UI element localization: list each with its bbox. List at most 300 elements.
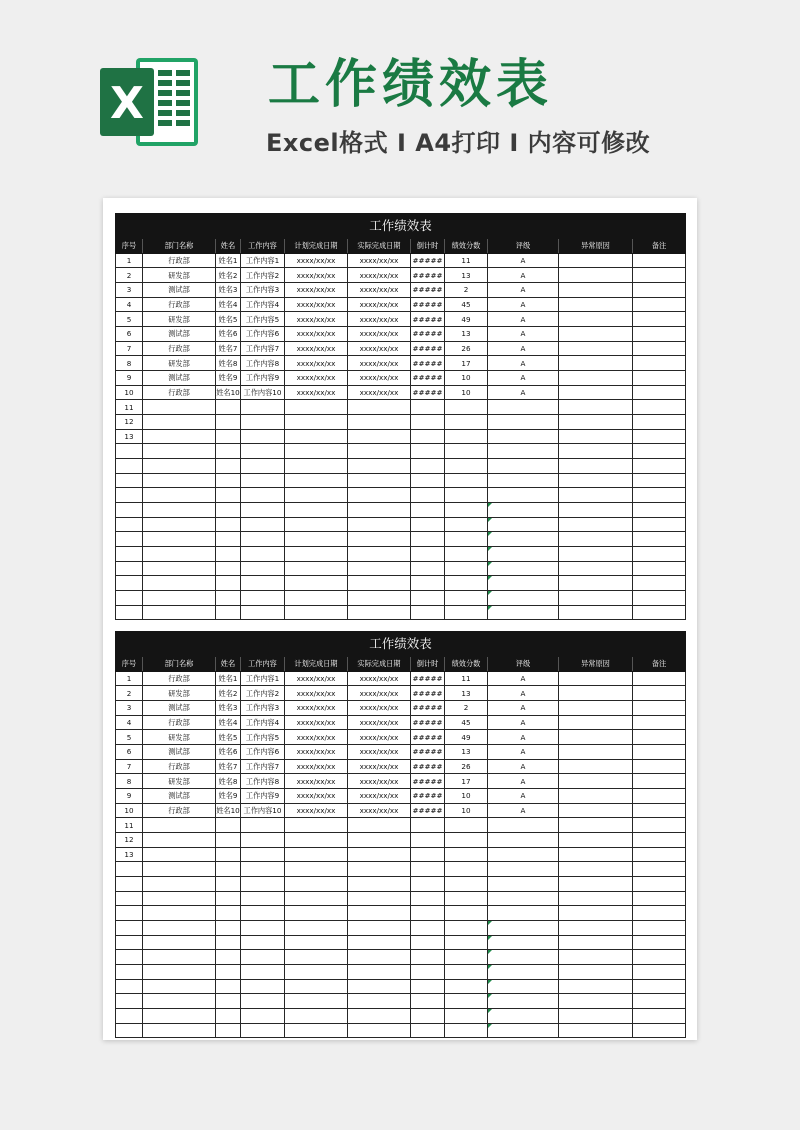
table-cell[interactable]: 13 bbox=[445, 327, 488, 342]
table-cell[interactable]: 工作内容2 bbox=[241, 268, 285, 283]
table-cell[interactable] bbox=[143, 605, 216, 620]
table-cell[interactable] bbox=[241, 1009, 285, 1024]
table-cell[interactable] bbox=[285, 877, 348, 892]
table-cell[interactable] bbox=[116, 1023, 143, 1038]
table-cell[interactable]: xxxx/xx/xx bbox=[348, 268, 411, 283]
table-cell[interactable] bbox=[241, 1023, 285, 1038]
table-cell[interactable]: 姓名9 bbox=[216, 371, 241, 386]
table-cell[interactable] bbox=[633, 877, 686, 892]
table-cell[interactable]: xxxx/xx/xx bbox=[348, 715, 411, 730]
table-cell[interactable] bbox=[348, 517, 411, 532]
table-cell[interactable] bbox=[488, 503, 559, 518]
table-cell[interactable] bbox=[348, 1023, 411, 1038]
table-cell[interactable] bbox=[411, 576, 445, 591]
table-cell[interactable] bbox=[348, 429, 411, 444]
table-cell[interactable] bbox=[488, 547, 559, 562]
table-cell[interactable] bbox=[559, 517, 633, 532]
table-cell[interactable]: 行政部 bbox=[143, 759, 216, 774]
table-cell[interactable] bbox=[116, 576, 143, 591]
table-cell[interactable] bbox=[488, 488, 559, 503]
table-cell[interactable] bbox=[143, 1009, 216, 1024]
table-cell[interactable] bbox=[348, 547, 411, 562]
table-cell[interactable] bbox=[143, 833, 216, 848]
table-cell[interactable] bbox=[241, 979, 285, 994]
table-cell[interactable] bbox=[241, 429, 285, 444]
table-cell[interactable] bbox=[633, 774, 686, 789]
table-cell[interactable] bbox=[559, 415, 633, 430]
table-cell[interactable] bbox=[285, 847, 348, 862]
table-cell[interactable] bbox=[488, 473, 559, 488]
table-cell[interactable] bbox=[348, 473, 411, 488]
table-cell[interactable] bbox=[445, 906, 488, 921]
table-cell[interactable] bbox=[116, 503, 143, 518]
table-cell[interactable] bbox=[559, 591, 633, 606]
table-cell[interactable] bbox=[411, 979, 445, 994]
table-cell[interactable] bbox=[216, 877, 241, 892]
table-cell[interactable] bbox=[559, 297, 633, 312]
table-cell[interactable] bbox=[411, 847, 445, 862]
table-cell[interactable]: ##### bbox=[411, 701, 445, 716]
table-cell[interactable]: 行政部 bbox=[143, 715, 216, 730]
table-cell[interactable]: 26 bbox=[445, 341, 488, 356]
table-cell[interactable]: 6 bbox=[116, 745, 143, 760]
table-cell[interactable] bbox=[445, 935, 488, 950]
table-cell[interactable] bbox=[348, 561, 411, 576]
table-cell[interactable]: ##### bbox=[411, 745, 445, 760]
table-cell[interactable]: 1 bbox=[116, 671, 143, 686]
table-cell[interactable] bbox=[559, 906, 633, 921]
table-cell[interactable] bbox=[633, 935, 686, 950]
table-cell[interactable] bbox=[143, 847, 216, 862]
table-cell[interactable] bbox=[348, 906, 411, 921]
table-cell[interactable] bbox=[285, 1009, 348, 1024]
table-cell[interactable]: ##### bbox=[411, 253, 445, 268]
table-cell[interactable] bbox=[411, 891, 445, 906]
table-cell[interactable]: 49 bbox=[445, 730, 488, 745]
table-cell[interactable]: 姓名5 bbox=[216, 312, 241, 327]
table-cell[interactable]: xxxx/xx/xx bbox=[348, 803, 411, 818]
table-cell[interactable] bbox=[411, 532, 445, 547]
table-cell[interactable] bbox=[143, 994, 216, 1009]
table-cell[interactable]: ##### bbox=[411, 356, 445, 371]
table-cell[interactable] bbox=[216, 935, 241, 950]
table-cell[interactable]: 11 bbox=[445, 671, 488, 686]
table-cell[interactable] bbox=[143, 488, 216, 503]
table-cell[interactable] bbox=[216, 415, 241, 430]
table-cell[interactable]: 工作内容3 bbox=[241, 283, 285, 298]
table-cell[interactable] bbox=[445, 532, 488, 547]
table-cell[interactable]: xxxx/xx/xx bbox=[348, 745, 411, 760]
table-cell[interactable] bbox=[445, 400, 488, 415]
table-cell[interactable]: xxxx/xx/xx bbox=[348, 283, 411, 298]
table-cell[interactable]: 姓名6 bbox=[216, 327, 241, 342]
table-cell[interactable] bbox=[411, 833, 445, 848]
table-cell[interactable]: xxxx/xx/xx bbox=[348, 774, 411, 789]
table-cell[interactable] bbox=[143, 862, 216, 877]
table-cell[interactable]: 姓名3 bbox=[216, 701, 241, 716]
table-cell[interactable]: xxxx/xx/xx bbox=[285, 774, 348, 789]
table-cell[interactable]: xxxx/xx/xx bbox=[285, 327, 348, 342]
table-cell[interactable] bbox=[285, 605, 348, 620]
table-cell[interactable]: 2 bbox=[445, 701, 488, 716]
table-cell[interactable]: xxxx/xx/xx bbox=[285, 803, 348, 818]
table-cell[interactable] bbox=[348, 591, 411, 606]
table-cell[interactable] bbox=[116, 862, 143, 877]
table-cell[interactable] bbox=[633, 745, 686, 760]
table-cell[interactable] bbox=[411, 473, 445, 488]
table-cell[interactable]: 45 bbox=[445, 715, 488, 730]
table-cell[interactable]: xxxx/xx/xx bbox=[285, 686, 348, 701]
table-cell[interactable]: 工作内容3 bbox=[241, 701, 285, 716]
table-cell[interactable] bbox=[348, 921, 411, 936]
table-cell[interactable] bbox=[241, 400, 285, 415]
table-cell[interactable]: 姓名4 bbox=[216, 297, 241, 312]
table-cell[interactable] bbox=[216, 605, 241, 620]
table-cell[interactable]: A bbox=[488, 774, 559, 789]
table-cell[interactable] bbox=[559, 503, 633, 518]
table-cell[interactable]: A bbox=[488, 385, 559, 400]
table-cell[interactable] bbox=[411, 906, 445, 921]
table-cell[interactable] bbox=[559, 473, 633, 488]
table-cell[interactable] bbox=[285, 473, 348, 488]
table-cell[interactable]: 工作内容7 bbox=[241, 341, 285, 356]
table-cell[interactable] bbox=[559, 547, 633, 562]
table-cell[interactable] bbox=[216, 891, 241, 906]
table-cell[interactable] bbox=[559, 715, 633, 730]
table-cell[interactable] bbox=[445, 473, 488, 488]
table-cell[interactable] bbox=[445, 818, 488, 833]
table-cell[interactable] bbox=[216, 400, 241, 415]
table-cell[interactable]: xxxx/xx/xx bbox=[348, 371, 411, 386]
table-cell[interactable]: A bbox=[488, 671, 559, 686]
table-cell[interactable] bbox=[216, 517, 241, 532]
table-cell[interactable]: 11 bbox=[116, 400, 143, 415]
table-cell[interactable] bbox=[348, 833, 411, 848]
table-cell[interactable] bbox=[445, 921, 488, 936]
table-cell[interactable] bbox=[285, 459, 348, 474]
table-cell[interactable]: 26 bbox=[445, 759, 488, 774]
table-cell[interactable]: ##### bbox=[411, 774, 445, 789]
table-cell[interactable] bbox=[411, 459, 445, 474]
table-cell[interactable] bbox=[411, 950, 445, 965]
table-cell[interactable]: 姓名2 bbox=[216, 686, 241, 701]
table-cell[interactable] bbox=[559, 686, 633, 701]
table-cell[interactable]: ##### bbox=[411, 759, 445, 774]
table-cell[interactable] bbox=[633, 268, 686, 283]
table-cell[interactable] bbox=[488, 847, 559, 862]
table-cell[interactable]: xxxx/xx/xx bbox=[285, 385, 348, 400]
table-cell[interactable]: A bbox=[488, 715, 559, 730]
table-cell[interactable] bbox=[143, 877, 216, 892]
table-cell[interactable] bbox=[633, 488, 686, 503]
table-cell[interactable]: 5 bbox=[116, 730, 143, 745]
table-cell[interactable] bbox=[241, 877, 285, 892]
table-cell[interactable] bbox=[116, 906, 143, 921]
table-cell[interactable] bbox=[411, 488, 445, 503]
table-cell[interactable] bbox=[411, 605, 445, 620]
table-cell[interactable] bbox=[559, 745, 633, 760]
table-cell[interactable] bbox=[241, 517, 285, 532]
table-cell[interactable]: xxxx/xx/xx bbox=[285, 715, 348, 730]
table-cell[interactable]: ##### bbox=[411, 312, 445, 327]
table-cell[interactable] bbox=[633, 730, 686, 745]
table-cell[interactable] bbox=[559, 605, 633, 620]
table-cell[interactable] bbox=[411, 1009, 445, 1024]
table-cell[interactable] bbox=[241, 906, 285, 921]
table-cell[interactable]: 工作内容4 bbox=[241, 297, 285, 312]
table-cell[interactable] bbox=[559, 818, 633, 833]
table-cell[interactable] bbox=[633, 950, 686, 965]
table-cell[interactable]: 研发部 bbox=[143, 312, 216, 327]
table-cell[interactable] bbox=[488, 818, 559, 833]
table-cell[interactable] bbox=[216, 847, 241, 862]
table-cell[interactable] bbox=[559, 935, 633, 950]
table-cell[interactable] bbox=[633, 517, 686, 532]
table-cell[interactable] bbox=[348, 415, 411, 430]
table-cell[interactable] bbox=[285, 444, 348, 459]
table-cell[interactable] bbox=[143, 935, 216, 950]
table-cell[interactable] bbox=[411, 818, 445, 833]
table-cell[interactable]: A bbox=[488, 327, 559, 342]
table-cell[interactable] bbox=[559, 671, 633, 686]
table-cell[interactable] bbox=[348, 1009, 411, 1024]
table-cell[interactable] bbox=[445, 576, 488, 591]
table-cell[interactable] bbox=[633, 818, 686, 833]
table-cell[interactable] bbox=[216, 862, 241, 877]
table-cell[interactable] bbox=[411, 921, 445, 936]
table-cell[interactable]: A bbox=[488, 356, 559, 371]
table-cell[interactable]: 测试部 bbox=[143, 371, 216, 386]
table-cell[interactable]: 姓名8 bbox=[216, 774, 241, 789]
table-cell[interactable]: 工作内容10 bbox=[241, 803, 285, 818]
table-cell[interactable] bbox=[633, 605, 686, 620]
table-cell[interactable] bbox=[445, 979, 488, 994]
table-cell[interactable] bbox=[216, 965, 241, 980]
table-cell[interactable]: 测试部 bbox=[143, 701, 216, 716]
table-cell[interactable] bbox=[285, 921, 348, 936]
table-cell[interactable]: 17 bbox=[445, 774, 488, 789]
table-cell[interactable]: A bbox=[488, 803, 559, 818]
table-cell[interactable] bbox=[633, 415, 686, 430]
table-cell[interactable] bbox=[348, 605, 411, 620]
table-cell[interactable] bbox=[633, 356, 686, 371]
table-cell[interactable]: xxxx/xx/xx bbox=[348, 312, 411, 327]
table-cell[interactable] bbox=[633, 253, 686, 268]
table-cell[interactable]: 4 bbox=[116, 715, 143, 730]
table-cell[interactable] bbox=[116, 979, 143, 994]
table-cell[interactable] bbox=[411, 429, 445, 444]
table-cell[interactable]: 工作内容1 bbox=[241, 671, 285, 686]
table-cell[interactable]: xxxx/xx/xx bbox=[348, 356, 411, 371]
table-cell[interactable]: 姓名10 bbox=[216, 385, 241, 400]
table-cell[interactable] bbox=[633, 371, 686, 386]
table-cell[interactable] bbox=[411, 444, 445, 459]
table-cell[interactable] bbox=[633, 473, 686, 488]
table-cell[interactable] bbox=[633, 283, 686, 298]
table-cell[interactable] bbox=[285, 517, 348, 532]
table-cell[interactable] bbox=[488, 862, 559, 877]
table-cell[interactable] bbox=[285, 906, 348, 921]
table-cell[interactable] bbox=[445, 877, 488, 892]
table-cell[interactable] bbox=[241, 591, 285, 606]
table-cell[interactable]: A bbox=[488, 701, 559, 716]
table-cell[interactable] bbox=[285, 965, 348, 980]
table-cell[interactable]: 姓名4 bbox=[216, 715, 241, 730]
table-cell[interactable]: 13 bbox=[445, 745, 488, 760]
table-cell[interactable] bbox=[216, 994, 241, 1009]
table-cell[interactable] bbox=[216, 906, 241, 921]
table-cell[interactable] bbox=[285, 532, 348, 547]
table-cell[interactable]: xxxx/xx/xx bbox=[348, 759, 411, 774]
table-cell[interactable] bbox=[143, 459, 216, 474]
table-cell[interactable] bbox=[348, 459, 411, 474]
table-cell[interactable]: 45 bbox=[445, 297, 488, 312]
table-cell[interactable] bbox=[241, 921, 285, 936]
table-cell[interactable] bbox=[488, 965, 559, 980]
table-cell[interactable] bbox=[241, 532, 285, 547]
table-cell[interactable]: xxxx/xx/xx bbox=[348, 327, 411, 342]
table-cell[interactable] bbox=[559, 862, 633, 877]
table-cell[interactable] bbox=[445, 965, 488, 980]
table-cell[interactable]: xxxx/xx/xx bbox=[285, 283, 348, 298]
table-cell[interactable] bbox=[445, 605, 488, 620]
table-cell[interactable]: ##### bbox=[411, 327, 445, 342]
table-cell[interactable] bbox=[445, 503, 488, 518]
table-cell[interactable]: ##### bbox=[411, 803, 445, 818]
table-cell[interactable] bbox=[216, 429, 241, 444]
table-cell[interactable] bbox=[411, 965, 445, 980]
table-cell[interactable]: xxxx/xx/xx bbox=[348, 341, 411, 356]
table-cell[interactable] bbox=[216, 532, 241, 547]
table-cell[interactable] bbox=[559, 877, 633, 892]
table-cell[interactable] bbox=[411, 547, 445, 562]
table-cell[interactable] bbox=[559, 847, 633, 862]
table-cell[interactable]: xxxx/xx/xx bbox=[285, 253, 348, 268]
table-cell[interactable]: 13 bbox=[445, 268, 488, 283]
table-cell[interactable] bbox=[285, 862, 348, 877]
table-cell[interactable] bbox=[216, 950, 241, 965]
table-cell[interactable] bbox=[559, 1023, 633, 1038]
table-cell[interactable] bbox=[241, 818, 285, 833]
table-cell[interactable]: 3 bbox=[116, 283, 143, 298]
table-cell[interactable] bbox=[633, 444, 686, 459]
table-cell[interactable]: xxxx/xx/xx bbox=[348, 686, 411, 701]
table-cell[interactable] bbox=[285, 429, 348, 444]
table-cell[interactable] bbox=[143, 921, 216, 936]
table-cell[interactable]: 姓名5 bbox=[216, 730, 241, 745]
table-cell[interactable] bbox=[116, 935, 143, 950]
table-cell[interactable] bbox=[285, 950, 348, 965]
table-cell[interactable] bbox=[411, 415, 445, 430]
table-cell[interactable] bbox=[488, 1023, 559, 1038]
table-cell[interactable] bbox=[445, 444, 488, 459]
table-cell[interactable] bbox=[559, 576, 633, 591]
table-cell[interactable] bbox=[633, 385, 686, 400]
table-cell[interactable] bbox=[348, 994, 411, 1009]
table-cell[interactable] bbox=[241, 561, 285, 576]
table-cell[interactable] bbox=[488, 877, 559, 892]
table-cell[interactable] bbox=[285, 547, 348, 562]
table-cell[interactable]: 13 bbox=[445, 686, 488, 701]
table-cell[interactable] bbox=[488, 605, 559, 620]
table-cell[interactable] bbox=[488, 591, 559, 606]
table-cell[interactable] bbox=[488, 429, 559, 444]
table-cell[interactable] bbox=[633, 297, 686, 312]
table-cell[interactable]: 姓名1 bbox=[216, 671, 241, 686]
table-cell[interactable] bbox=[445, 459, 488, 474]
table-cell[interactable]: 工作内容9 bbox=[241, 789, 285, 804]
table-cell[interactable] bbox=[348, 950, 411, 965]
table-cell[interactable] bbox=[241, 444, 285, 459]
table-cell[interactable]: A bbox=[488, 745, 559, 760]
table-cell[interactable] bbox=[216, 547, 241, 562]
table-cell[interactable] bbox=[633, 1009, 686, 1024]
table-cell[interactable]: 测试部 bbox=[143, 327, 216, 342]
table-cell[interactable]: xxxx/xx/xx bbox=[285, 341, 348, 356]
table-cell[interactable] bbox=[348, 862, 411, 877]
table-cell[interactable] bbox=[348, 979, 411, 994]
table-cell[interactable] bbox=[559, 385, 633, 400]
table-cell[interactable]: A bbox=[488, 253, 559, 268]
table-cell[interactable]: 姓名6 bbox=[216, 745, 241, 760]
table-cell[interactable] bbox=[241, 503, 285, 518]
table-cell[interactable] bbox=[285, 415, 348, 430]
table-cell[interactable] bbox=[445, 847, 488, 862]
table-cell[interactable] bbox=[143, 1023, 216, 1038]
table-cell[interactable] bbox=[633, 847, 686, 862]
table-cell[interactable]: 行政部 bbox=[143, 253, 216, 268]
table-cell[interactable] bbox=[241, 605, 285, 620]
table-cell[interactable]: 12 bbox=[116, 833, 143, 848]
table-cell[interactable] bbox=[633, 561, 686, 576]
table-cell[interactable] bbox=[445, 994, 488, 1009]
table-cell[interactable]: xxxx/xx/xx bbox=[285, 789, 348, 804]
table-cell[interactable] bbox=[559, 283, 633, 298]
table-cell[interactable] bbox=[116, 459, 143, 474]
table-cell[interactable] bbox=[348, 935, 411, 950]
table-cell[interactable] bbox=[488, 400, 559, 415]
table-cell[interactable]: xxxx/xx/xx bbox=[285, 701, 348, 716]
table-cell[interactable] bbox=[143, 473, 216, 488]
table-cell[interactable] bbox=[411, 503, 445, 518]
table-cell[interactable]: 7 bbox=[116, 759, 143, 774]
table-cell[interactable]: 行政部 bbox=[143, 297, 216, 312]
table-cell[interactable] bbox=[411, 517, 445, 532]
table-cell[interactable]: ##### bbox=[411, 341, 445, 356]
table-cell[interactable] bbox=[633, 459, 686, 474]
table-cell[interactable] bbox=[488, 444, 559, 459]
table-cell[interactable]: 10 bbox=[445, 371, 488, 386]
table-cell[interactable]: ##### bbox=[411, 715, 445, 730]
table-cell[interactable]: 10 bbox=[116, 803, 143, 818]
table-cell[interactable] bbox=[241, 547, 285, 562]
table-cell[interactable] bbox=[633, 341, 686, 356]
table-cell[interactable]: ##### bbox=[411, 297, 445, 312]
table-cell[interactable]: 8 bbox=[116, 356, 143, 371]
table-cell[interactable] bbox=[216, 503, 241, 518]
table-cell[interactable]: 工作内容2 bbox=[241, 686, 285, 701]
table-cell[interactable]: 6 bbox=[116, 327, 143, 342]
table-cell[interactable] bbox=[559, 429, 633, 444]
table-cell[interactable]: A bbox=[488, 312, 559, 327]
table-cell[interactable] bbox=[116, 561, 143, 576]
table-cell[interactable] bbox=[559, 253, 633, 268]
table-cell[interactable] bbox=[559, 532, 633, 547]
table-cell[interactable]: 工作内容8 bbox=[241, 356, 285, 371]
table-cell[interactable] bbox=[143, 561, 216, 576]
table-cell[interactable]: ##### bbox=[411, 686, 445, 701]
table-cell[interactable]: A bbox=[488, 283, 559, 298]
